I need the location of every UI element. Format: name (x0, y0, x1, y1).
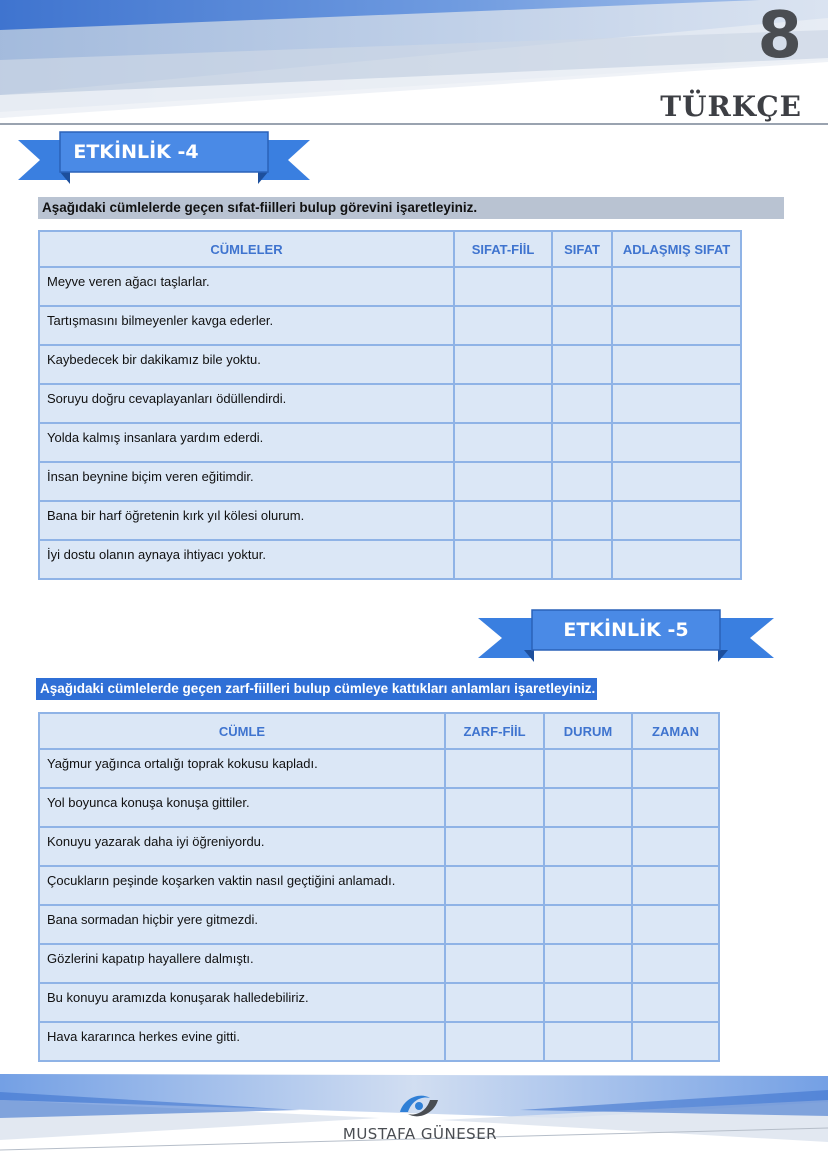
sentence-cell: Yağmur yağınca ortalığı toprak kokusu kapladı. (39, 749, 445, 788)
answer-cell[interactable] (544, 944, 632, 983)
column-header-adjective: SIFAT (552, 231, 612, 267)
sentence-cell: Yolda kalmış insanlara yardım ederdi. (39, 423, 454, 462)
answer-cell[interactable] (632, 749, 719, 788)
sentence-cell: Bu konuyu aramızda konuşarak halledebiliriz. (39, 983, 445, 1022)
sentence-cell: İyi dostu olanın aynaya ihtiyacı yoktur. (39, 540, 454, 579)
table-row (39, 267, 741, 306)
answer-cell[interactable] (544, 983, 632, 1022)
column-header-manner: DURUM (544, 713, 632, 749)
answer-cell[interactable] (544, 788, 632, 827)
table-row (39, 345, 741, 384)
answer-cell[interactable] (544, 905, 632, 944)
sentence-cell: Yol boyunca konuşa konuşa gittiler. (39, 788, 445, 827)
table-row (39, 462, 741, 501)
table-row (39, 1022, 719, 1061)
activity-5-badge-label: ETKİNLİK -5 (563, 619, 689, 641)
answer-cell[interactable] (454, 306, 552, 345)
table-row (39, 540, 741, 579)
answer-cell[interactable] (445, 827, 544, 866)
answer-cell[interactable] (544, 749, 632, 788)
column-header-sentences: CÜMLELER (39, 231, 454, 267)
table-row (39, 501, 741, 540)
table-row (39, 749, 719, 788)
answer-cell[interactable] (552, 462, 612, 501)
table-row (39, 827, 719, 866)
activity-4-badge-label: ETKİNLİK -4 (73, 141, 199, 163)
column-header-nominalized-adjective: ADLAŞMIŞ SIFAT (612, 231, 741, 267)
answer-cell[interactable] (445, 1022, 544, 1061)
activity-4-table (38, 230, 742, 580)
sentence-cell: Soruyu doğru cevaplayanları ödüllendirdi. (39, 384, 454, 423)
answer-cell[interactable] (612, 267, 741, 306)
sentence-cell: Tartışmasını bilmeyenler kavga ederler. (39, 306, 454, 345)
answer-cell[interactable] (552, 501, 612, 540)
column-header-sentence: CÜMLE (39, 713, 445, 749)
answer-cell[interactable] (445, 749, 544, 788)
activity-5-table (38, 712, 720, 1062)
footer-brand: MUSTAFA GÜNESER (342, 1125, 498, 1143)
column-header-adverb-verb: ZARF-FİİL (445, 713, 544, 749)
answer-cell[interactable] (612, 501, 741, 540)
answer-cell[interactable] (445, 983, 544, 1022)
sentence-cell: Çocukların peşinde koşarken vaktin nasıl geçtiğini anlamadı. (39, 866, 445, 905)
answer-cell[interactable] (454, 345, 552, 384)
sentence-cell: Meyve veren ağacı taşlarlar. (39, 267, 454, 306)
answer-cell[interactable] (632, 944, 719, 983)
answer-cell[interactable] (544, 1022, 632, 1061)
answer-cell[interactable] (544, 866, 632, 905)
answer-cell[interactable] (612, 423, 741, 462)
answer-cell[interactable] (612, 384, 741, 423)
answer-cell[interactable] (632, 905, 719, 944)
table-row (39, 384, 741, 423)
answer-cell[interactable] (454, 462, 552, 501)
table-row (39, 983, 719, 1022)
table-row (39, 423, 741, 462)
answer-cell[interactable] (454, 384, 552, 423)
answer-cell[interactable] (632, 866, 719, 905)
answer-cell[interactable] (445, 866, 544, 905)
activity-4-instruction: Aşağıdaki cümlelerde geçen sıfat-fiilleri bulup görevini işaretleyiniz. (38, 197, 784, 219)
answer-cell[interactable] (445, 944, 544, 983)
sentence-cell: Kaybedecek bir dakikamız bile yoktu. (39, 345, 454, 384)
answer-cell[interactable] (445, 788, 544, 827)
sentence-cell: Hava kararınca herkes evine gitti. (39, 1022, 445, 1061)
answer-cell[interactable] (454, 267, 552, 306)
answer-cell[interactable] (445, 905, 544, 944)
table-header-row (39, 713, 719, 749)
answer-cell[interactable] (552, 423, 612, 462)
sentence-cell: Bana sormadan hiçbir yere gitmezdi. (39, 905, 445, 944)
answer-cell[interactable] (454, 423, 552, 462)
answer-cell[interactable] (612, 306, 741, 345)
answer-cell[interactable] (612, 345, 741, 384)
table-row (39, 905, 719, 944)
answer-cell[interactable] (632, 827, 719, 866)
table-row (39, 306, 741, 345)
column-header-adjective-verb: SIFAT-FİİL (454, 231, 552, 267)
table-row (39, 866, 719, 905)
brand-logo-icon (396, 1088, 442, 1124)
answer-cell[interactable] (632, 788, 719, 827)
answer-cell[interactable] (552, 306, 612, 345)
table-row (39, 788, 719, 827)
answer-cell[interactable] (632, 1022, 719, 1061)
activity-5-badge (478, 606, 774, 666)
sentence-cell: İnsan beynine biçim veren eğitimdir. (39, 462, 454, 501)
sentence-cell: Konuyu yazarak daha iyi öğreniyordu. (39, 827, 445, 866)
table-header-row (39, 231, 741, 267)
answer-cell[interactable] (612, 462, 741, 501)
answer-cell[interactable] (454, 501, 552, 540)
answer-cell[interactable] (454, 540, 552, 579)
grade-number: 8 (757, 0, 802, 73)
answer-cell[interactable] (552, 345, 612, 384)
answer-cell[interactable] (612, 540, 741, 579)
column-header-time: ZAMAN (632, 713, 719, 749)
sentence-cell: Bana bir harf öğretenin kırk yıl kölesi olurum. (39, 501, 454, 540)
activity-5-instruction: Aşağıdaki cümlelerde geçen zarf-fiilleri bulup cümleye kattıkları anlamları işaretleyiniz. (36, 678, 597, 700)
table-row (39, 944, 719, 983)
answer-cell[interactable] (552, 384, 612, 423)
answer-cell[interactable] (552, 540, 612, 579)
answer-cell[interactable] (632, 983, 719, 1022)
activity-4-badge (18, 128, 310, 188)
answer-cell[interactable] (552, 267, 612, 306)
sentence-cell: Gözlerini kapatıp hayallere dalmıştı. (39, 944, 445, 983)
answer-cell[interactable] (544, 827, 632, 866)
subject-title: TÜRKÇE (660, 90, 802, 123)
